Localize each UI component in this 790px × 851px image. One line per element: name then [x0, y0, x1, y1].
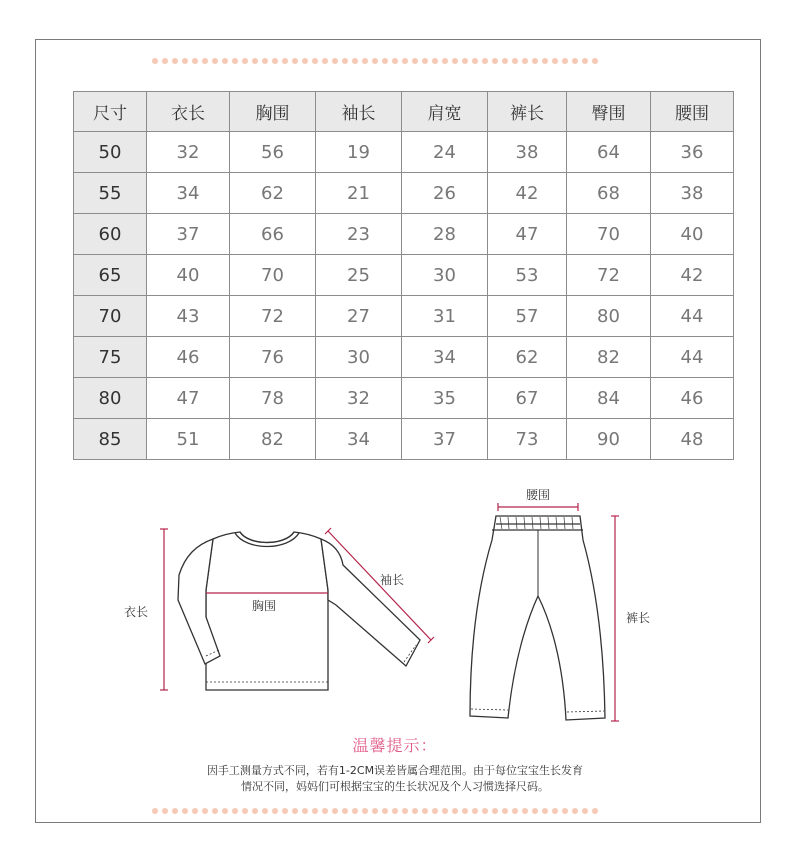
table-cell: 38: [488, 132, 567, 173]
table-cell: 37: [402, 419, 488, 460]
pants-illustration: [470, 516, 605, 720]
table-cell: 28: [402, 214, 488, 255]
tips-title: 温馨提示：: [352, 736, 438, 755]
table-cell: 82: [230, 419, 316, 460]
size-cell: 85: [74, 419, 147, 460]
table-cell: 76: [230, 337, 316, 378]
column-header: 肩宽: [402, 92, 488, 132]
table-cell: 47: [147, 378, 230, 419]
table-cell: 26: [402, 173, 488, 214]
shirt-illustration: [178, 532, 420, 690]
table-cell: 48: [651, 419, 734, 460]
label-shirt-length: 衣长: [124, 605, 149, 619]
table-cell: 62: [230, 173, 316, 214]
table-cell: 31: [402, 296, 488, 337]
table-cell: 44: [651, 296, 734, 337]
table-cell: 78: [230, 378, 316, 419]
tips-line-1: 因手工测量方式不同，若有1-2CM误差皆属合理范围。由于每位宝宝生长发育: [206, 764, 584, 777]
size-cell: 60: [74, 214, 147, 255]
size-cell: 80: [74, 378, 147, 419]
table-cell: 80: [567, 296, 651, 337]
label-sleeve: 袖长: [380, 573, 405, 587]
size-cell: 70: [74, 296, 147, 337]
column-header: 腰围: [651, 92, 734, 132]
table-cell: 42: [488, 173, 567, 214]
column-header: 胸围: [230, 92, 316, 132]
table-cell: 84: [567, 378, 651, 419]
table-cell: 47: [488, 214, 567, 255]
table-cell: 70: [230, 255, 316, 296]
table-cell: 34: [316, 419, 402, 460]
table-cell: 24: [402, 132, 488, 173]
column-header: 袖长: [316, 92, 402, 132]
table-cell: 51: [147, 419, 230, 460]
table-cell: 46: [147, 337, 230, 378]
column-header: 臀围: [567, 92, 651, 132]
table-cell: 37: [147, 214, 230, 255]
column-header: 衣长: [147, 92, 230, 132]
table-cell: 34: [402, 337, 488, 378]
table-cell: 46: [651, 378, 734, 419]
table-cell: 56: [230, 132, 316, 173]
label-chest: 胸围: [252, 599, 277, 613]
table-cell: 27: [316, 296, 402, 337]
table-cell: 32: [316, 378, 402, 419]
table-cell: 30: [402, 255, 488, 296]
table-cell: 42: [651, 255, 734, 296]
table-cell: 21: [316, 173, 402, 214]
table-cell: 34: [147, 173, 230, 214]
label-pants-length: 裤长: [626, 611, 651, 625]
tips-text: [160, 763, 630, 795]
table-cell: 66: [230, 214, 316, 255]
table-cell: 44: [651, 337, 734, 378]
table-cell: 30: [316, 337, 402, 378]
table-cell: 36: [651, 132, 734, 173]
size-cell: 55: [74, 173, 147, 214]
table-cell: 73: [488, 419, 567, 460]
table-cell: 57: [488, 296, 567, 337]
table-cell: 43: [147, 296, 230, 337]
table-cell: 68: [567, 173, 651, 214]
table-cell: 70: [567, 214, 651, 255]
column-header: 裤长: [488, 92, 567, 132]
table-cell: 40: [651, 214, 734, 255]
label-waist: 腰围: [526, 488, 551, 502]
shirt-right-sleeve: [321, 539, 420, 666]
size-cell: 50: [74, 132, 147, 173]
table-cell: 23: [316, 214, 402, 255]
table-cell: 72: [567, 255, 651, 296]
table-cell: 72: [230, 296, 316, 337]
table-cell: 40: [147, 255, 230, 296]
column-header: 尺寸: [74, 92, 147, 132]
size-cell: 75: [74, 337, 147, 378]
table-cell: 64: [567, 132, 651, 173]
size-cell: 65: [74, 255, 147, 296]
table-cell: 62: [488, 337, 567, 378]
table-cell: 25: [316, 255, 402, 296]
table-cell: 19: [316, 132, 402, 173]
table-cell: 53: [488, 255, 567, 296]
table-cell: 32: [147, 132, 230, 173]
table-cell: 67: [488, 378, 567, 419]
table-cell: 35: [402, 378, 488, 419]
tips-line-2: 情况不同，妈妈们可根据宝宝的生长状况及个人习惯选择尺码。: [241, 780, 549, 793]
table-cell: 38: [651, 173, 734, 214]
table-cell: 82: [567, 337, 651, 378]
table-cell: 90: [567, 419, 651, 460]
